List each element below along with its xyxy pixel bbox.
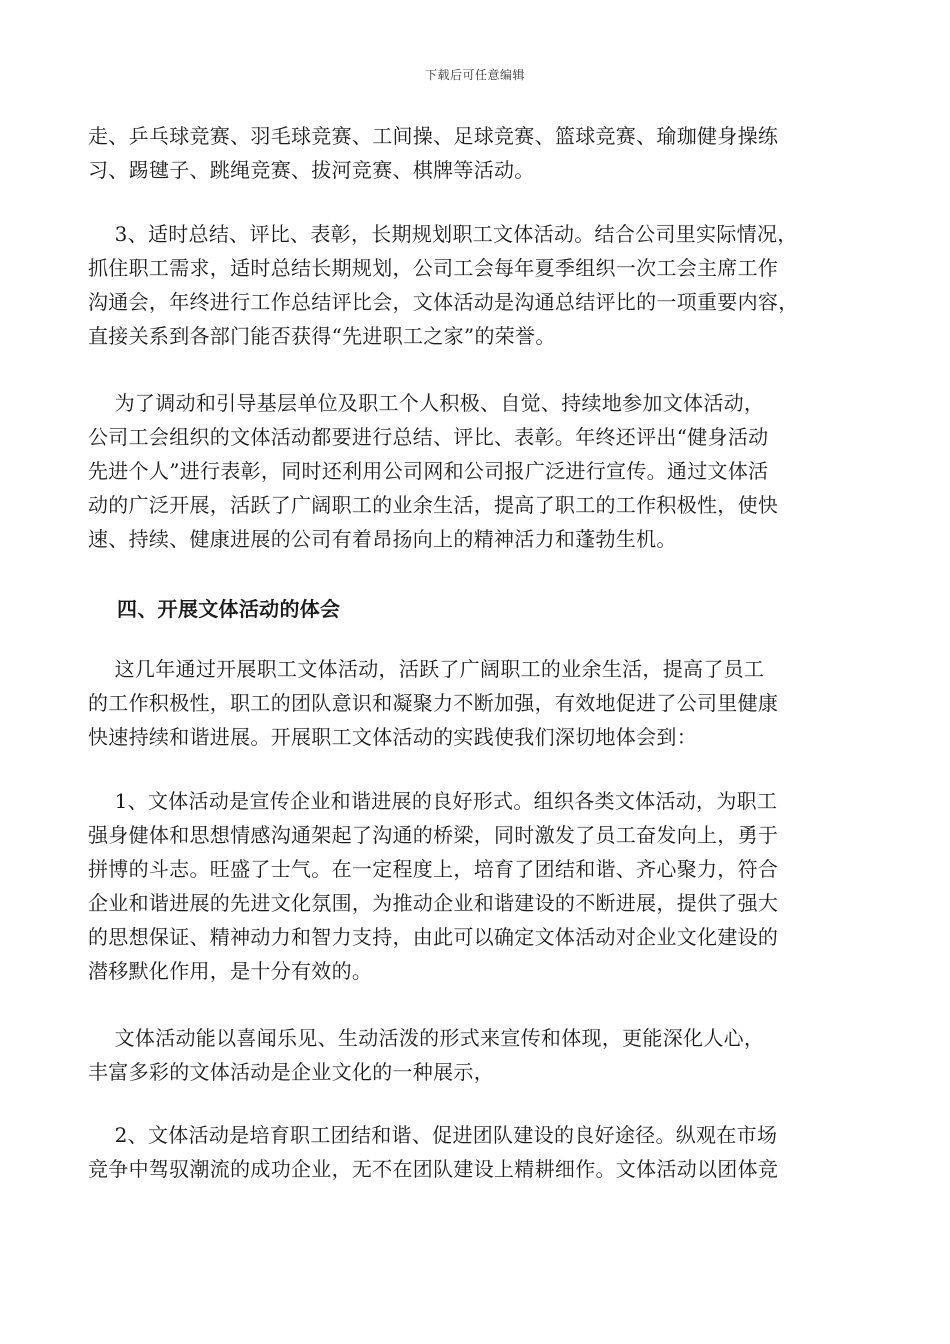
paragraph-culture [88, 1021, 863, 1089]
text-line: 强身健体和思想情感沟通架起了沟通的桥梁，同时激发了员工奋发向上，勇于 [88, 823, 779, 847]
text-line: 拼博的斗志。旺盛了士气。在一定程度上，培育了团结和谐、齐心聚力，符合 [88, 857, 779, 881]
page-header: 下载后可任意编辑 [424, 68, 525, 82]
paragraph-activities-list [88, 119, 863, 187]
paragraph-experience-intro [88, 652, 863, 754]
text-line: 3、适时总结、评比、表彰，长期规划职工文体活动。结合公司里实际情况， [88, 222, 798, 246]
section-heading [88, 592, 863, 626]
text-line: 公司工会组织的文体活动都要进行总结、评比、表彰。年终还评出“健身活动 [88, 425, 769, 449]
paragraph-point-2 [88, 1118, 863, 1186]
text-line: 2、文体活动是培育职工团结和谐、促进团队建设的良好途径。纵观在市场 [88, 1123, 778, 1147]
paragraph-point-3 [88, 217, 863, 353]
text-line: 先进个人”进行表彰，同时还利用公司网和公司报广泛进行宣传。通过文体活 [88, 459, 769, 483]
paragraph-point-1 [88, 784, 863, 988]
text-line: 直接关系到各部门能否获得“先进职工之家”的荣誉。 [88, 324, 556, 348]
text-line: 潜移默化作用，是十分有效的。 [88, 959, 373, 983]
text-line: 丰富多彩的文体活动是企业文化的一种展示， [88, 1060, 494, 1084]
text-line: 1、文体活动是宣传企业和谐进展的良好形式。组织各类文体活动，为职工 [88, 789, 778, 813]
text-line: 抓住职工需求，适时总结长期规划，公司工会每年夏季组织一次工会主席工作 [88, 256, 779, 280]
section-heading-text: 四、开展文体活动的体会 [88, 597, 341, 621]
text-line: 快速持续和谐进展。开展职工文体活动的实践使我们深切地体会到： [88, 725, 697, 749]
text-line: 竞争中驾驭潮流的成功企业，无不在团队建设上精耕细作。文体活动以团体竞 [88, 1157, 779, 1181]
paragraph-evaluation [88, 386, 863, 556]
text-line: 沟通会，年终进行工作总结评比会，文体活动是沟通总结评比的一项重要内容， [88, 290, 799, 314]
text-line: 为了调动和引导基层单位及职工个人积极、自觉、持续地参加文体活动， [88, 391, 765, 415]
text-line: 的思想保证、精神动力和智力支持，由此可以确定文体活动对企业文化建设的 [88, 925, 779, 949]
text-line: 这几年通过开展职工文体活动，活跃了广阔职工的业余生活，提高了员工 [88, 657, 765, 681]
text-line: 动的广泛开展，活跃了广阔职工的业余生活，提高了职工的工作积极性，使快 [88, 493, 779, 517]
text-line: 习、踢毽子、跳绳竞赛、拔河竞赛、棋牌等活动。 [88, 158, 535, 182]
text-line: 企业和谐进展的先进文化氛围，为推动企业和谐建设的不断进展，提供了强大 [88, 891, 779, 915]
text-line: 走、乒乓球竞赛、羽毛球竞赛、工间操、足球竞赛、篮球竞赛、瑜珈健身操练 [88, 124, 779, 148]
text-line: 速、持续、健康进展的公司有着昂扬向上的精神活力和蓬勃生机。 [88, 527, 677, 551]
text-line: 文体活动能以喜闻乐见、生动活泼的形式来宣传和体现，更能深化人心， [88, 1026, 765, 1050]
text-line: 的工作积极性，职工的团队意识和凝聚力不断加强，有效地促进了公司里健康 [88, 691, 779, 715]
